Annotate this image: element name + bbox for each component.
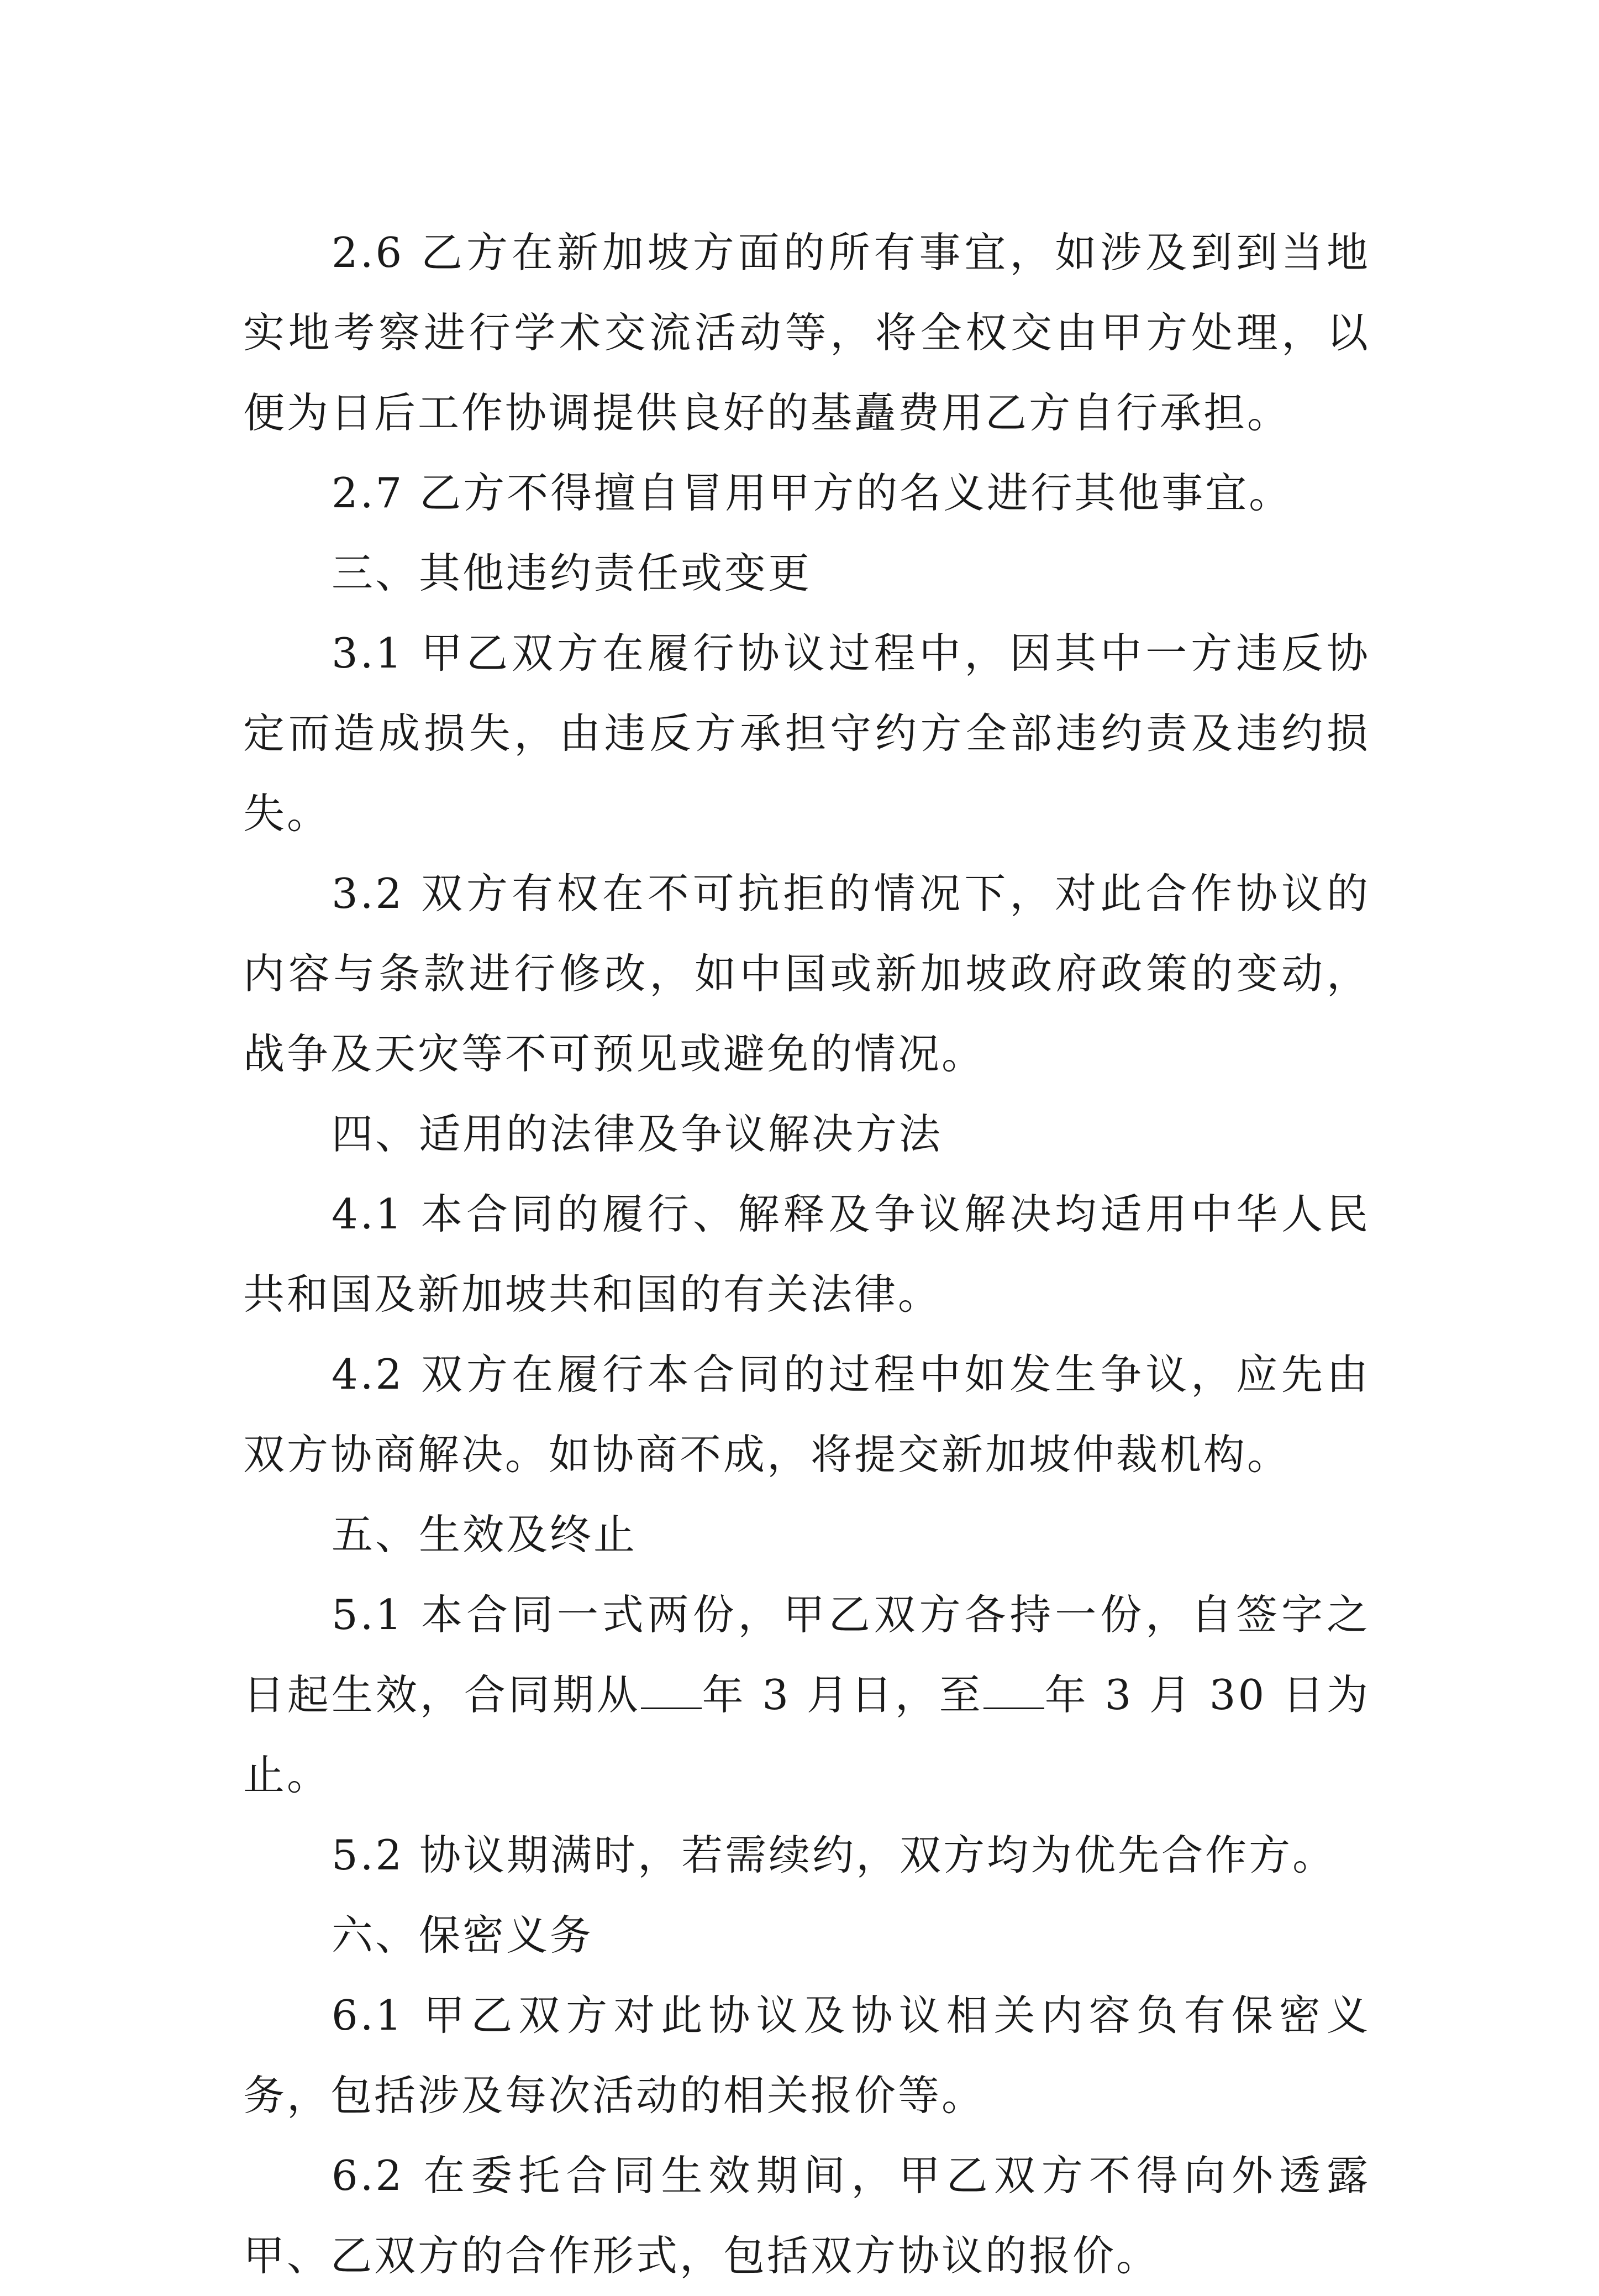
clause-2-7: 2.7 乙方不得擅自冒用甲方的名义进行其他事宜。 xyxy=(332,469,1293,517)
clause-4-1: 4.1 本合同的履行、解释及争议解决均适用中华人民共和国及新加坡共和国的有关法律。 xyxy=(243,1190,1370,1318)
clause-3-2: 3.2 双方有权在不可抗拒的情况下，对此合作协议的内容与条款进行修改，如中国或新加坡政府政策的变动，战争及天灾等不可预见或避免的情况。 xyxy=(243,869,1370,1078)
document-body xyxy=(243,213,1370,2296)
section-heading-3: 三、其他违约责任或变更 xyxy=(332,549,812,597)
clause-5-1-part2: 年 3 月日，至 xyxy=(701,1670,983,1719)
clause-5-2: 5.2 协议期满时，若需续约，双方均为优先合作方。 xyxy=(332,1831,1337,1879)
section-heading-6: 六、保密义务 xyxy=(332,1911,594,1959)
clause-2-6: 2.6 乙方在新加坡方面的所有事宜，如涉及到到当地实地考察进行学术交流活动等，将全权交由甲方处理，以便为日后工作协调提供良好的基矗费用乙方自行承担。 xyxy=(243,228,1370,437)
clause-5-1-part3: 年 3 月 30 日为止。 xyxy=(243,1670,1370,1799)
clause-6-1: 6.1 甲乙双方对此协议及协议相关内容负有保密义务，包括涉及每次活动的相关报价等。 xyxy=(243,1991,1370,2120)
clause-5-1 xyxy=(243,1575,1370,1815)
year-blank-start xyxy=(641,1674,702,1709)
clause-4-2: 4.2 双方在履行本合同的过程中如发生争议，应先由双方协商解决。如协商不成，将提交新加坡仲裁机构。 xyxy=(243,1350,1370,1479)
section-heading-4: 四、适用的法律及争议解决方法 xyxy=(332,1110,943,1158)
clause-6-2: 6.2 在委托合同生效期间，甲乙双方不得向外透露甲、乙双方的合作形式，包括双方协议的报价。 xyxy=(243,2151,1370,2280)
clause-5-1-part1: 5.1 本合同一式两份，甲乙双方各持一份，自签字之日起生效，合同期从 xyxy=(243,1590,1370,1719)
year-blank-end xyxy=(983,1674,1044,1709)
clause-3-1: 3.1 甲乙双方在履行协议过程中，因其中一方违反协定而造成损失，由违反方承担守约方全部违约责及违约损失。 xyxy=(243,629,1370,838)
section-heading-5: 五、生效及终止 xyxy=(332,1510,638,1559)
